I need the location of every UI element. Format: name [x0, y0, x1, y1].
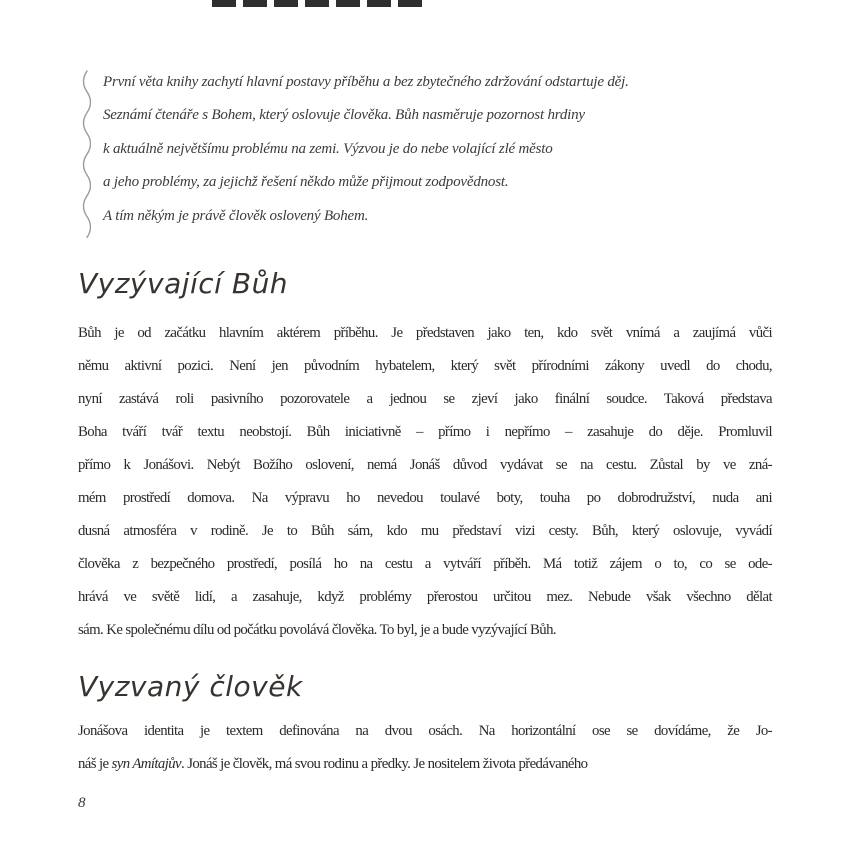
- epigraph-block: [78, 66, 772, 238]
- epigraph-lines: [103, 66, 629, 233]
- wavy-bracket-decoration: [78, 70, 91, 238]
- page-number: 8: [78, 795, 86, 811]
- italic-phrase: syn Amítajův: [111, 756, 181, 772]
- epigraph-line: První věta knihy zachytí hlavní postavy příběhu a bez zbytečného zdržování odstartuje děj.: [103, 74, 629, 90]
- line-segment: náš je: [78, 756, 112, 772]
- paragraph-line: sám. Ke společnému dílu od počátku povolává člověka. To byl, je a bude vyzývající Bůh.: [78, 622, 557, 638]
- paragraph-line: dusná atmosféra v rodině. Je to Bůh sám, kdo mu představí vizi cesty. Bůh, který oslovuje, vyvádí: [78, 523, 772, 539]
- paragraph-line: mém prostředí domova. Na výpravu ho nevedou toulavé boty, touha po dobrodružství, nuda ani: [78, 490, 772, 506]
- paragraph-line: [78, 748, 772, 781]
- epigraph-line: a jeho problémy, za jejichž řešení někdo může přijmout zodpovědnost.: [103, 174, 509, 191]
- paragraph-line: nyní zastává roli pasivního pozorovatele a jednou se zjeví jako finální soudce. Taková představa: [78, 391, 772, 407]
- section-heading-vyzvany-clovek: Vyzvaný člověk: [78, 670, 303, 703]
- line-segment: . Jonáš je člověk, má svou rodinu a předky. Je nositelem života předávaného: [181, 756, 588, 772]
- paragraph-line: hrává ve světě lidí, a zasahuje, když problémy přerostou určitou mez. Nebude však všechno dělat: [78, 589, 772, 605]
- epigraph-line: Seznámí čtenáře s Bohem, který oslovuje člověka. Bůh nasměruje pozornost hrdiny: [103, 107, 585, 124]
- paragraph-line: Jonášova identita je textem definována na dvou osách. Na horizontální ose se dovídáme, že Jo-: [78, 723, 772, 739]
- text-column: [78, 0, 772, 781]
- body-paragraph-1: [78, 317, 772, 647]
- paragraph-line: němu aktivní pozici. Není jen původním hybatelem, který svět přírodními zákony uvedl do chodu,: [78, 358, 772, 374]
- paragraph-line: Boha tváří tvář textu neobstojí. Bůh iniciativně – přímo i nepřímo – zasahuje do děje. Promluvil: [78, 424, 772, 440]
- section-heading-vyzyvajici-buh: Vyzývající Bůh: [78, 267, 289, 300]
- paragraph-line: člověka z bezpečného prostředí, posílá ho na cestu a vytváří příběh. Má totiž zájem o to, co se ode-: [78, 556, 772, 572]
- epigraph-line: k aktuálně největšímu problému na zemi. Výzvou je do nebe volající zlé město: [103, 140, 553, 157]
- paragraph-line: Bůh je od začátku hlavním aktérem příběhu. Je představen jako ten, kdo svět vnímá a zaujímá vůči: [78, 325, 772, 341]
- paragraph-line: přímo k Jonášovi. Nebýt Božího oslovení, nemá Jonáš důvod vydávat se na cestu. Zůstal by ve zná-: [78, 457, 772, 473]
- body-paragraph-2: [78, 715, 772, 781]
- epigraph-line: A tím někým je právě člověk oslovený Bohem.: [103, 207, 369, 224]
